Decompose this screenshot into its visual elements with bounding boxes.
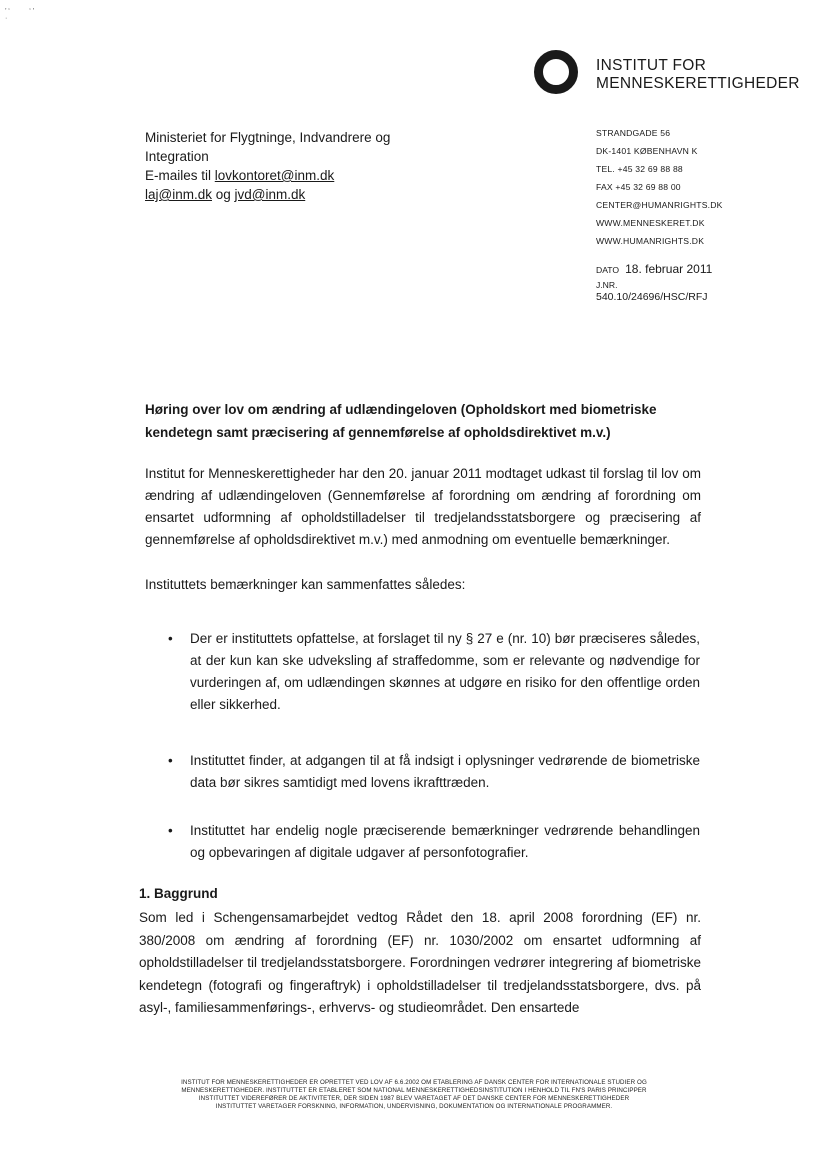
footer-line-2: MENNESKERETTIGHEDER. INSTITUTTET ER ETABLERET SOM NATIONAL MENNESKERETTIGHEDSINSTITUTION I HENHOLD TIL FN'S PARIS PRINCIPPER [181,1087,647,1094]
email-link-jvd[interactable]: jvd@inm.dk [234,187,306,202]
footer-line-1: INSTITUT FOR MENNESKERETTIGHEDER ER OPRETTET VED LOV AF 6.6.2002 OM ETABLERING AF DANSK CENTER FOR INTERNATIONALE STUDIER OG [181,1079,647,1086]
recipient-line-4 [145,185,390,204]
date-value: 18. februar 2011 [625,262,713,276]
list-item [168,628,700,716]
letter-heading: Høring over lov om ændring af udlændingeloven (Opholdskort med biometriske kendetegn samt præcisering af gennemførelse af opholdsdirektivet m.v.) [145,402,657,440]
bullet-text-3: Instituttet har endelig nogle præciserende bemærkninger vedrørende behandlingen og opbevaringen af digitale udgaver af personfotografier. [190,823,700,860]
contact-fax: FAX +45 32 69 88 00 [596,182,681,192]
contact-city: DK-1401 KØBENHAVN K [596,146,698,156]
contact-email: CENTER@HUMANRIGHTS.DK [596,200,723,210]
recipient-line-2: Integration [145,149,209,164]
section-title: 1. Baggrund [139,886,218,901]
institute-logo-icon [534,50,578,94]
section-paragraph: Som led i Schengensamarbejdet vedtog Rådet den 18. april 2008 forordning (EF) nr. 380/2008 om ændring af forordning (EF) nr. 1030/2002 om ensartet udformning af opholdstilladelser til tredjelandsstatsborgere. Forordningen vedrører integrering af biometriske kendetegn (fotografi og fingeraftryk) i opholdstilladelser til tredjelandsstatsborgere, dvs. på asyl-, familiesammenførings-, erhvervs- og studieområdet. Den ensartede [139,910,701,1015]
recipient-line-1: Ministeriet for Flygtninge, Indvandrere og [145,130,391,145]
recipient-address [145,128,390,204]
logo-line-1: INSTITUT FOR [596,57,707,74]
summary-intro: Instituttets bemærkninger kan sammenfattes således: [145,577,466,592]
list-item [168,750,700,794]
bullet-icon: • [168,823,173,838]
letter-meta [596,262,712,304]
date-label: DATO [596,265,620,275]
recipient-email-connector: og [211,187,235,202]
jnr-value: 540.10/24696/HSC/RFJ [596,291,708,303]
contact-street: STRANDGADE 56 [596,128,671,138]
email-link-laj[interactable]: laj@inm.dk [145,187,212,202]
institute-logo-text [596,57,800,93]
contact-web-2: WWW.HUMANRIGHTS.DK [596,236,705,246]
page-footer [140,1079,688,1111]
contact-web-1: WWW.MENNESKERET.DK [596,218,705,228]
footer-line-3: INSTITUTTET VIDEREFØRER DE AKTIVITETER, DER SIDEN 1987 BLEV VARETAGET AF DET DANSKE CENTER FOR MENNESKERETTIGHEDER [198,1095,630,1102]
footer-line-4: INSTITUTTET VARETAGER FORSKNING, INFORMATION, UNDERVISNING, DOKUMENTATION OG INTERNATIONALE PROGRAMMER. [215,1103,613,1110]
intro-paragraph: Institut for Menneskerettigheder har den 20. januar 2011 modtaget udkast til forslag til lov om ændring af udlændingeloven (Gennemførelse af forordning om ændring af forordning om ensartet udformning af opholdstilladelser til tredjelandsstatsborgere og præcisering af gennemførelse af opholdsdirektivet m.v.) med anmodning om eventuelle bemærkninger. [145,466,701,547]
recipient-line-3 [145,166,390,185]
jnr-label: J.NR. [596,280,618,290]
bullet-text-1: Der er instituttets opfattelse, at forslaget til ny § 27 e (nr. 10) bør præciseres således, at der kun kan ske udveksling af straffedomme, som er relevante og nødvendige for vurderingen af, om udlændingen skønnes at udgøre en risiko for den offentlige orden eller sikkerhed. [190,631,700,712]
email-link-lovkontoret[interactable]: lovkontoret@inm.dk [214,168,335,183]
recipient-email-prefix: E-mailes til [145,168,215,183]
institute-contact-info [596,124,723,250]
bullet-icon: • [168,753,173,768]
contact-tel: TEL. +45 32 69 88 88 [596,164,683,174]
bullet-text-2: Instituttet finder, at adgangen til at få indsigt i oplysninger vedrørende de biometriske data bør sikres samtidigt med lovens ikrafttræden. [190,753,700,790]
list-item [168,820,700,864]
bullet-icon: • [168,631,173,646]
scan-artifacts: ’ ‘ ‘ ’ · [5,8,35,22]
logo-line-2: MENNESKERETTIGHEDER [596,75,800,92]
date-row [596,262,712,276]
